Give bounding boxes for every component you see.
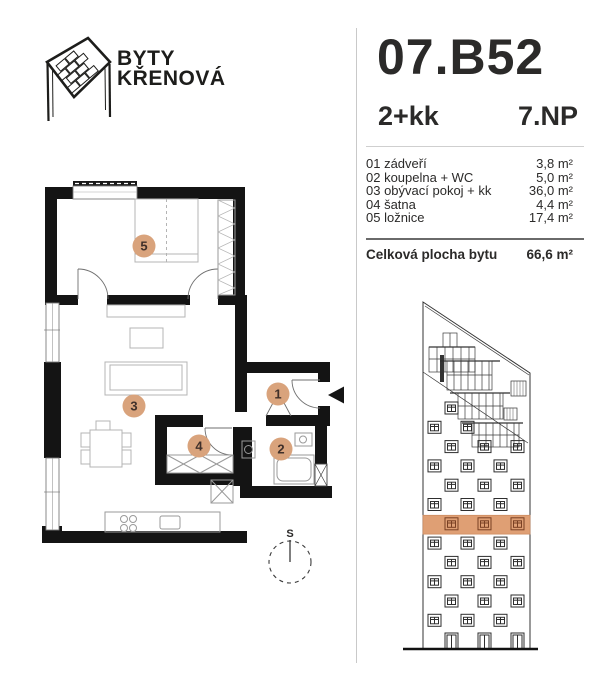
table-row bbox=[366, 184, 573, 198]
floor-plan bbox=[30, 170, 360, 620]
unit-summary bbox=[378, 101, 578, 132]
entrance-door bbox=[511, 633, 524, 650]
table-row bbox=[366, 171, 573, 185]
room-area: 17,4 m² bbox=[528, 210, 573, 226]
room-label: 02 koupelna + WC bbox=[366, 169, 474, 185]
coffee-table bbox=[130, 328, 163, 348]
window-bathroom-right bbox=[315, 464, 327, 486]
logo-line2: KŘENOVÁ bbox=[117, 67, 226, 90]
room-area: 36,0 m² bbox=[528, 183, 573, 199]
unit-layout: 2+kk bbox=[378, 101, 439, 131]
building-elevation bbox=[398, 296, 540, 656]
room-label: 01 zádveří bbox=[366, 156, 427, 171]
sideboard bbox=[107, 305, 185, 317]
unit-floor: 7.NP bbox=[517, 101, 578, 131]
room-area: 5,0 m² bbox=[536, 169, 573, 185]
window-living-left-upper bbox=[44, 303, 60, 362]
dining-set bbox=[81, 421, 131, 467]
room-label: 05 ložnice bbox=[366, 210, 425, 226]
room-area: 3,8 m² bbox=[536, 156, 573, 171]
window-living-left-lower bbox=[44, 458, 60, 530]
table-row bbox=[366, 198, 573, 212]
room-table bbox=[366, 157, 573, 225]
marker-1: 1 bbox=[274, 386, 282, 402]
rule-dark bbox=[366, 238, 584, 240]
toilet bbox=[295, 433, 312, 446]
wardrobe-satna bbox=[167, 455, 233, 473]
room-label: 04 šatna bbox=[366, 196, 416, 212]
kitchen-counter bbox=[105, 512, 220, 532]
compass-label: S bbox=[286, 528, 294, 540]
room-label: 03 obývací pokoj + kk bbox=[366, 183, 492, 199]
total-area: 66,6 m² bbox=[526, 247, 573, 262]
wardrobe-bedroom bbox=[218, 200, 235, 295]
rule-light bbox=[366, 146, 584, 147]
unit-code: 07.B52 bbox=[377, 29, 545, 85]
table-row bbox=[366, 211, 573, 225]
logo-line1: BYTY bbox=[117, 47, 176, 70]
marker-4: 4 bbox=[195, 438, 203, 454]
logo-wordmark bbox=[117, 49, 226, 89]
total-label: Celková plocha bytu bbox=[366, 247, 498, 262]
marker-3: 3 bbox=[130, 398, 138, 414]
room-area: 4,4 m² bbox=[536, 196, 573, 212]
marker-2: 2 bbox=[277, 441, 285, 457]
vertical-divider bbox=[356, 28, 357, 663]
entrance-arrow-icon bbox=[328, 387, 344, 404]
sofa bbox=[105, 362, 187, 395]
compass-north-icon bbox=[269, 528, 311, 583]
marker-5: 5 bbox=[140, 238, 148, 254]
entrance-door bbox=[445, 633, 458, 650]
total-row bbox=[366, 247, 573, 262]
entrance-door bbox=[478, 633, 491, 650]
window-bedroom-top bbox=[73, 181, 137, 199]
table-row bbox=[366, 157, 573, 171]
logo-house-icon bbox=[38, 28, 120, 130]
